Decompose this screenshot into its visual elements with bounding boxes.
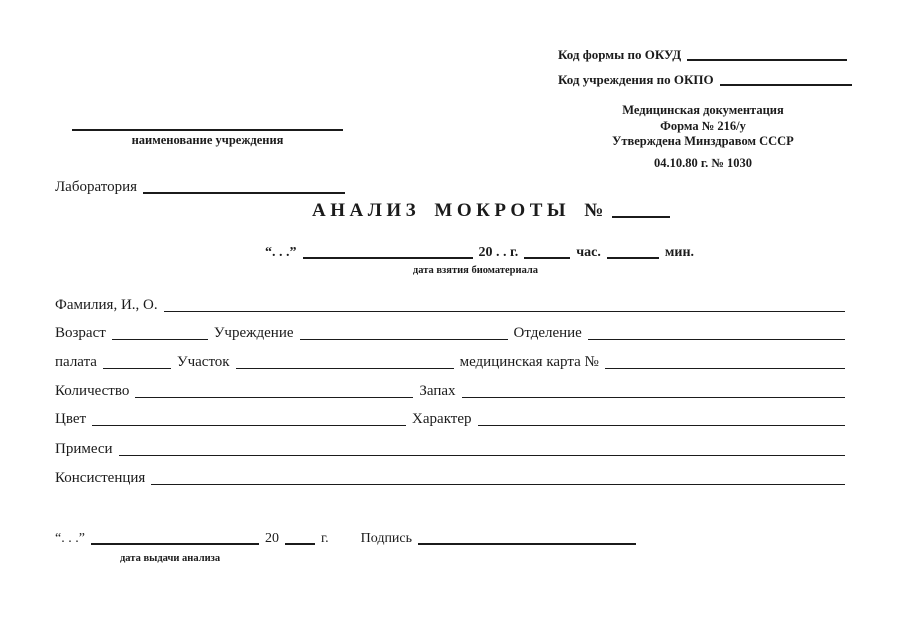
quantity-row [55, 382, 845, 401]
impurities-label: Примеси [55, 441, 113, 457]
signature-label: Подпись [360, 531, 413, 546]
color-row [55, 410, 845, 429]
med-card-blank [605, 368, 845, 369]
issue-row [55, 529, 636, 548]
name-blank [164, 311, 845, 312]
smell-blank [462, 397, 845, 398]
doc-info-line1: Медицинская документация [622, 103, 784, 117]
department-blank [588, 339, 845, 340]
collection-hours-blank [524, 257, 570, 259]
institution-label: Учреждение [213, 325, 294, 341]
collection-minutes-blank [607, 257, 659, 259]
doc-info-block [577, 103, 829, 171]
laboratory-label: Лаборатория [55, 179, 138, 195]
collection-caption: дата взятия биоматериала [412, 265, 539, 276]
okpo-label: Код учреждения по ОКПО [558, 72, 714, 87]
collection-date-blank [303, 257, 473, 259]
collection-quote: “. . .” [265, 245, 297, 260]
smell-label: Запах [419, 383, 456, 399]
doc-info-line4: 04.10.80 г. № 1030 [653, 155, 753, 170]
collection-hours-label: час. [576, 245, 601, 260]
doc-info-line2: Форма № 216/у [660, 118, 746, 133]
name-label: Фамилия, И., О. [55, 297, 158, 313]
consistency-label: Консистенция [55, 470, 146, 486]
issue-year-prefix: 20 [264, 531, 279, 546]
issue-date-blank [91, 543, 259, 545]
issue-year-blank [285, 543, 315, 545]
ward-label: палата [55, 354, 97, 370]
issue-quote: “. . .” [55, 531, 85, 546]
okud-label: Код формы по ОКУД [558, 47, 682, 62]
ward-blank [103, 368, 171, 369]
laboratory-row [55, 178, 345, 197]
doc-info-line3: Утверждена Минздравом СССР [612, 134, 794, 148]
signature-blank [418, 543, 636, 545]
character-blank [478, 425, 846, 426]
issue-caption: дата выдачи анализа [120, 553, 221, 564]
okud-blank [687, 59, 847, 61]
age-label: Возраст [55, 325, 106, 341]
institution-blank [72, 129, 343, 131]
impurities-blank [119, 455, 845, 456]
form-title-row [312, 200, 670, 222]
institution-field-blank [300, 339, 508, 340]
consistency-blank [151, 484, 845, 485]
okpo-blank [720, 84, 852, 86]
title-number-blank [612, 216, 670, 218]
collection-year: 20 . . г. [478, 245, 519, 260]
district-blank [236, 368, 454, 369]
quantity-blank [135, 397, 413, 398]
form-title: АНАЛИЗ МОКРОТЫ № [312, 200, 608, 221]
character-label: Характер [412, 411, 472, 427]
color-blank [92, 425, 406, 426]
collection-minutes-label: мин. [664, 245, 695, 260]
okpo-row [558, 70, 852, 89]
collection-date-row [265, 243, 694, 262]
district-label: Участок [176, 354, 230, 370]
issue-year-suffix: г. [320, 531, 329, 546]
department-label: Отделение [513, 325, 582, 341]
ward-row [55, 353, 845, 372]
impurities-row [55, 440, 845, 459]
consistency-row [55, 469, 845, 488]
institution-caption: наименование учреждения [131, 133, 284, 147]
color-label: Цвет [55, 411, 87, 427]
age-row [55, 324, 845, 343]
okud-row [558, 45, 847, 64]
med-card-label: медицинская карта № [459, 354, 599, 370]
quantity-label: Количество [55, 383, 130, 399]
laboratory-blank [143, 192, 345, 194]
name-row [55, 296, 845, 315]
age-blank [112, 339, 208, 340]
